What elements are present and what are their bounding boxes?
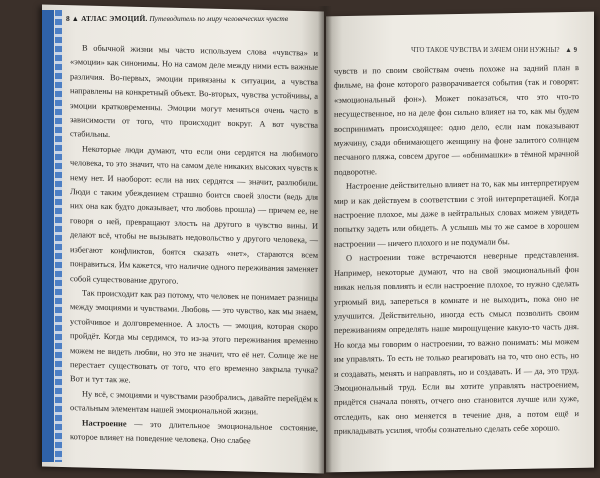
paragraph: О настроении тоже встречаются неверные представления. Например, некоторые думают, что на свой эмоциональный фон никак нельзя повлиять и если настроение плохое, то нужно сделать угрюмый вид, запереться в комнате и не выходить, пока оно не улучшится. Действительно, иногда есть смысл позволить своим переживаниям определять наше мирощущение какую-то часть дня. Но когда мы говорим о настроении, то важно понимать: мы можем им управлять. То есть не только реагировать на то, что оно есть, но и создавать, менять и направлять, но и создавать. И — да, это труд. Эмоциональный труд. Если вы хотите управлять настроением, придётся сначала понять, отчего оно становится лучше или хуже, отследить, как оно меняется в течение дня, а потом ещё и прикладывать усилия, чтобы сознательно сделать себе хорошо. [334,250,579,437]
paragraph: Некоторые люди думают, что если они сердятся на любимого человека, то это значит, что на самом деле никаких высоких чувств к нему нет. И наоборот: если на них сердятся — значит, разлюбили. Люди с таким убеждением страшно боится своей злости (ведь для них она как будто доказывает, что любовь прошла) — причем ее, не говоря о ней, превращают злость на другого в чувство вины. И делают всё, чтобы не вызывать недовольство у другого человека, — избегают конфликтов, боятся сказать «нет», стараются всем понравиться. Им кажется, что наличие одного переживания заменяет собой существование другого. [70,144,318,286]
term-mood: Настроение [82,418,127,429]
book-subtitle: Путеводитель по миру человеческих чувств [149,14,288,23]
paragraph [70,416,318,450]
blue-page-tab [42,10,54,462]
paragraph: Настроение действительно влияет на то, как мы интерпретируем мир и как действуем в соответствии с этой интерпретацией. Когда настроение плохое, мы даже в нейтральных словах можем увидеть попытку задеть или обидеть. А услышь мы то же самое в хорошем настроении — ничего плохого и не подумали бы. [334,178,579,249]
book-title: ▲ АТЛАС ЭМОЦИЙ. [71,14,148,23]
right-text-column [334,61,579,439]
blue-page-strip [55,10,62,462]
paragraph: Ну всё, с эмоциями и чувствами разобрались, давайте перейдём к остальным элементам нашей эмоциональной жизни. [70,389,318,417]
book-gutter [318,6,332,474]
paragraph-text: — это длительное эмоциональное состояние, которое влияет на поведение человека. Оно слабее [70,419,318,446]
left-page-number: 8 [66,14,70,23]
chapter-title: ЧТО ТАКОЕ ЧУВСТВА И ЗАЧЕМ ОНИ НУЖНЫ? [411,47,560,54]
paragraph: В обычной жизни мы часто используем слова «чувства» и «эмоции» как синонимы. Но на самом деле между ними есть важные различия. Во-первых, эмоции привязаны к ситуации, а чувства направлены на конкретный объект. Во-вторых, чувства устойчивы, а эмоции кратковременны. Эмоции могут меняться очень часто в зависимости от того, что происходит вокруг. А вот чувства стабильны. [70,43,318,140]
left-text-column [70,41,318,450]
paragraph: чувств и по своим свойствам очень похоже на задний план в фильме, на фоне которого разворачивается события (так и говорят: «эмоциональный фон»). Может показаться, что это что-то несущественное, но на деле фон сильно влияет на то, как мы будем воспринимать происходящее: одно дело, если нам показывают мужчину, сзади обнимающего женщину на фоне залитого солнцем песчаного пляжа, совсем другое — «обнимашки» в тёмной мрачной подворотне. [334,63,579,177]
left-running-head [66,14,316,27]
right-running-head [332,47,577,60]
paragraph: Так происходит как раз потому, что человек не понимает разницы между эмоциями и чувствами. Любовь — это чувство, как мы знаем, устойчивое и долговременное. А злость — эмоция, которая скоро пройдёт. Когда мы сердимся, то из-за этого переживания временно можем не видеть любви, но это не значит, что её нет. Солнце же не перестает существовать от того, что его временно закрыла тучка? Вот и тут так же. [70,288,318,385]
right-page-number: ▲ 9 [565,47,577,54]
